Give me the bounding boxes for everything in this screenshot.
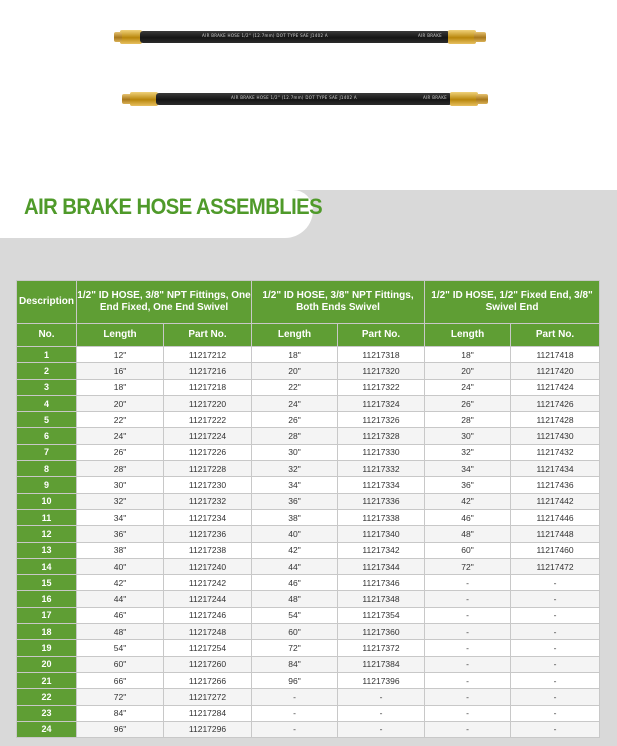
part-header: Part No. xyxy=(511,324,600,347)
row-number: 9 xyxy=(17,477,77,493)
table-row xyxy=(17,558,600,574)
part-header: Part No. xyxy=(164,324,252,347)
part-number-cell: 11217228 xyxy=(164,461,252,477)
part-number-cell: 11217420 xyxy=(511,363,600,379)
row-number: 3 xyxy=(17,379,77,395)
length-cell: 32" xyxy=(77,493,164,509)
part-number-cell: 11217320 xyxy=(338,363,425,379)
part-number-cell: 11217212 xyxy=(164,347,252,363)
part-number-cell: 11217446 xyxy=(511,509,600,525)
part-number-cell: 11217318 xyxy=(338,347,425,363)
length-cell: 40" xyxy=(77,558,164,574)
hose-fitting xyxy=(450,92,478,106)
length-cell: - xyxy=(425,624,511,640)
hose-fitting xyxy=(120,30,142,44)
part-number-cell: - xyxy=(511,656,600,672)
length-cell: 84" xyxy=(77,705,164,721)
page-title: AIR BRAKE HOSE ASSEMBLIES xyxy=(24,194,323,219)
table-row xyxy=(17,412,600,428)
part-number-cell: - xyxy=(511,591,600,607)
length-cell: 44" xyxy=(77,591,164,607)
length-cell: 46" xyxy=(425,509,511,525)
part-number-cell: 11217326 xyxy=(338,412,425,428)
length-cell: - xyxy=(425,705,511,721)
group-header: 1/2" ID HOSE, 3/8" NPT Fittings, Both Ends Swivel xyxy=(252,281,425,324)
part-number-cell: - xyxy=(511,575,600,591)
row-number: 1 xyxy=(17,347,77,363)
length-cell: - xyxy=(425,656,511,672)
part-number-cell: - xyxy=(511,607,600,623)
part-number-cell: 11217336 xyxy=(338,493,425,509)
table-row xyxy=(17,640,600,656)
row-number: 16 xyxy=(17,591,77,607)
table-row xyxy=(17,542,600,558)
length-cell: 54" xyxy=(252,607,338,623)
length-cell: 72" xyxy=(252,640,338,656)
row-number: 5 xyxy=(17,412,77,428)
part-number-cell: 11217426 xyxy=(511,395,600,411)
part-number-cell: 11217238 xyxy=(164,542,252,558)
group-header: 1/2" ID HOSE, 1/2" Fixed End, 3/8" Swivel End xyxy=(425,281,600,324)
part-number-cell: 11217226 xyxy=(164,444,252,460)
length-cell: 28" xyxy=(252,428,338,444)
table-row xyxy=(17,624,600,640)
part-number-cell: 11217328 xyxy=(338,428,425,444)
part-number-cell: 11217344 xyxy=(338,558,425,574)
part-number-cell: - xyxy=(511,689,600,705)
length-cell: 48" xyxy=(252,591,338,607)
row-number: 18 xyxy=(17,624,77,640)
table-row xyxy=(17,379,600,395)
part-number-cell: 11217244 xyxy=(164,591,252,607)
group-header: 1/2" ID HOSE, 3/8" NPT Fittings, One End Fixed, One End Swivel xyxy=(77,281,252,324)
part-number-cell: 11217220 xyxy=(164,395,252,411)
length-cell: 22" xyxy=(252,379,338,395)
length-cell: 18" xyxy=(252,347,338,363)
length-cell: - xyxy=(252,721,338,737)
hose-print: AIR BRAKE HOSE 1/2" (12.7mm) DOT TYPE SAE J1402 A xyxy=(202,33,328,38)
title-tab xyxy=(0,190,323,238)
part-number-cell: 11217346 xyxy=(338,575,425,591)
length-cell: 28" xyxy=(77,461,164,477)
length-cell: 38" xyxy=(77,542,164,558)
length-cell: - xyxy=(425,689,511,705)
length-cell: 60" xyxy=(425,542,511,558)
length-cell: 34" xyxy=(425,461,511,477)
part-number-cell: 11217224 xyxy=(164,428,252,444)
row-number: 14 xyxy=(17,558,77,574)
parts-table xyxy=(16,280,600,738)
length-cell: 20" xyxy=(252,363,338,379)
table-row xyxy=(17,575,600,591)
length-cell: - xyxy=(252,689,338,705)
part-number-cell: 11217448 xyxy=(511,526,600,542)
table-row xyxy=(17,721,600,737)
length-cell: 26" xyxy=(77,444,164,460)
length-cell: 24" xyxy=(425,379,511,395)
row-number: 12 xyxy=(17,526,77,542)
row-number: 6 xyxy=(17,428,77,444)
length-cell: 46" xyxy=(252,575,338,591)
length-cell: 36" xyxy=(77,526,164,542)
length-cell: 22" xyxy=(77,412,164,428)
length-cell: 36" xyxy=(425,477,511,493)
length-cell: 32" xyxy=(425,444,511,460)
length-cell: 34" xyxy=(252,477,338,493)
part-number-cell: 11217396 xyxy=(338,672,425,688)
table-row xyxy=(17,591,600,607)
row-number: 4 xyxy=(17,395,77,411)
length-cell: - xyxy=(425,607,511,623)
part-number-cell: 11217240 xyxy=(164,558,252,574)
length-cell: - xyxy=(425,672,511,688)
row-number: 10 xyxy=(17,493,77,509)
length-cell: 48" xyxy=(425,526,511,542)
hose-lower xyxy=(156,93,452,105)
hose-fitting xyxy=(130,92,158,106)
part-number-cell: 11217384 xyxy=(338,656,425,672)
hose-fitting xyxy=(476,94,488,104)
part-number-cell: 11217330 xyxy=(338,444,425,460)
hose-print-short: AIR BRAKE xyxy=(418,33,442,38)
length-cell: 26" xyxy=(252,412,338,428)
length-cell: 72" xyxy=(425,558,511,574)
length-cell: 24" xyxy=(77,428,164,444)
length-cell: 38" xyxy=(252,509,338,525)
length-cell: 42" xyxy=(77,575,164,591)
hose-fitting xyxy=(474,32,486,42)
part-number-cell: 11217324 xyxy=(338,395,425,411)
length-cell: 30" xyxy=(425,428,511,444)
part-number-cell: - xyxy=(338,705,425,721)
length-cell: - xyxy=(425,575,511,591)
part-number-cell: 11217272 xyxy=(164,689,252,705)
hose-print-short: AIR BRAKE xyxy=(423,95,447,100)
part-number-cell: 11217254 xyxy=(164,640,252,656)
part-number-cell: 11217332 xyxy=(338,461,425,477)
table-row xyxy=(17,493,600,509)
length-cell: 96" xyxy=(252,672,338,688)
length-cell: 40" xyxy=(252,526,338,542)
length-cell: 20" xyxy=(425,363,511,379)
row-number: 19 xyxy=(17,640,77,656)
length-cell: 72" xyxy=(77,689,164,705)
row-number: 24 xyxy=(17,721,77,737)
length-cell: 42" xyxy=(425,493,511,509)
part-number-cell: - xyxy=(511,624,600,640)
hose-upper xyxy=(140,31,450,43)
part-number-cell: 11217218 xyxy=(164,379,252,395)
row-number: 23 xyxy=(17,705,77,721)
length-cell: - xyxy=(425,640,511,656)
no-header: No. xyxy=(17,324,77,347)
table-row xyxy=(17,477,600,493)
part-number-cell: 11217442 xyxy=(511,493,600,509)
length-cell: 18" xyxy=(425,347,511,363)
row-number: 7 xyxy=(17,444,77,460)
part-number-cell: 11217246 xyxy=(164,607,252,623)
length-cell: 66" xyxy=(77,672,164,688)
length-cell: 48" xyxy=(77,624,164,640)
table-row xyxy=(17,607,600,623)
table-row xyxy=(17,689,600,705)
length-cell: 28" xyxy=(425,412,511,428)
row-number: 13 xyxy=(17,542,77,558)
product-photo xyxy=(0,0,617,190)
table-row xyxy=(17,363,600,379)
part-number-cell: - xyxy=(511,721,600,737)
part-number-cell: 11217296 xyxy=(164,721,252,737)
part-number-cell: 11217236 xyxy=(164,526,252,542)
length-cell: 24" xyxy=(252,395,338,411)
row-number: 21 xyxy=(17,672,77,688)
part-number-cell: 11217230 xyxy=(164,477,252,493)
part-number-cell: 11217248 xyxy=(164,624,252,640)
table-row xyxy=(17,347,600,363)
length-cell: 20" xyxy=(77,395,164,411)
part-number-cell: - xyxy=(338,689,425,705)
length-cell: 44" xyxy=(252,558,338,574)
part-number-cell: 11217472 xyxy=(511,558,600,574)
part-number-cell: 11217284 xyxy=(164,705,252,721)
part-number-cell: 11217216 xyxy=(164,363,252,379)
length-header: Length xyxy=(425,324,511,347)
row-number: 20 xyxy=(17,656,77,672)
length-cell: 36" xyxy=(252,493,338,509)
table-row xyxy=(17,705,600,721)
length-cell: 30" xyxy=(252,444,338,460)
part-number-cell: 11217260 xyxy=(164,656,252,672)
row-number: 17 xyxy=(17,607,77,623)
row-number: 11 xyxy=(17,509,77,525)
part-number-cell: 11217436 xyxy=(511,477,600,493)
part-header: Part No. xyxy=(338,324,425,347)
part-number-cell: 11217428 xyxy=(511,412,600,428)
part-number-cell: 11217424 xyxy=(511,379,600,395)
part-number-cell: 11217232 xyxy=(164,493,252,509)
length-cell: 84" xyxy=(252,656,338,672)
length-cell: 60" xyxy=(252,624,338,640)
length-cell: 26" xyxy=(425,395,511,411)
part-number-cell: 11217430 xyxy=(511,428,600,444)
length-cell: 34" xyxy=(77,509,164,525)
length-cell: 60" xyxy=(77,656,164,672)
table-row xyxy=(17,444,600,460)
table-row xyxy=(17,656,600,672)
row-number: 15 xyxy=(17,575,77,591)
length-cell: 96" xyxy=(77,721,164,737)
part-number-cell: 11217266 xyxy=(164,672,252,688)
length-cell: 12" xyxy=(77,347,164,363)
table-row xyxy=(17,395,600,411)
part-number-cell: 11217348 xyxy=(338,591,425,607)
length-header: Length xyxy=(77,324,164,347)
part-number-cell: 11217360 xyxy=(338,624,425,640)
length-cell: - xyxy=(425,591,511,607)
part-number-cell: 11217234 xyxy=(164,509,252,525)
hose-fitting xyxy=(114,32,122,42)
row-number: 8 xyxy=(17,461,77,477)
length-header: Length xyxy=(252,324,338,347)
row-number: 22 xyxy=(17,689,77,705)
part-number-cell: 11217460 xyxy=(511,542,600,558)
length-cell: - xyxy=(425,721,511,737)
length-cell: 42" xyxy=(252,542,338,558)
length-cell: 54" xyxy=(77,640,164,656)
length-cell: 18" xyxy=(77,379,164,395)
part-number-cell: 11217222 xyxy=(164,412,252,428)
length-cell: 46" xyxy=(77,607,164,623)
table-row xyxy=(17,509,600,525)
description-header: Description xyxy=(17,281,77,324)
table-row xyxy=(17,428,600,444)
hose-print: AIR BRAKE HOSE 1/2" (12.7mm) DOT TYPE SAE J1402 A xyxy=(231,95,357,100)
part-number-cell: 11217372 xyxy=(338,640,425,656)
length-cell: 16" xyxy=(77,363,164,379)
row-number: 2 xyxy=(17,363,77,379)
part-number-cell: - xyxy=(511,705,600,721)
part-number-cell: 11217432 xyxy=(511,444,600,460)
table-row xyxy=(17,461,600,477)
length-cell: - xyxy=(252,705,338,721)
table-row xyxy=(17,526,600,542)
part-number-cell: 11217322 xyxy=(338,379,425,395)
hose-fitting xyxy=(448,30,476,44)
length-cell: 30" xyxy=(77,477,164,493)
part-number-cell: 11217334 xyxy=(338,477,425,493)
part-number-cell: 11217418 xyxy=(511,347,600,363)
part-number-cell: - xyxy=(338,721,425,737)
length-cell: 32" xyxy=(252,461,338,477)
part-number-cell: 11217342 xyxy=(338,542,425,558)
part-number-cell: - xyxy=(511,640,600,656)
part-number-cell: 11217340 xyxy=(338,526,425,542)
part-number-cell: 11217242 xyxy=(164,575,252,591)
part-number-cell: 11217338 xyxy=(338,509,425,525)
table-row xyxy=(17,672,600,688)
part-number-cell: 11217434 xyxy=(511,461,600,477)
part-number-cell: 11217354 xyxy=(338,607,425,623)
part-number-cell: - xyxy=(511,672,600,688)
